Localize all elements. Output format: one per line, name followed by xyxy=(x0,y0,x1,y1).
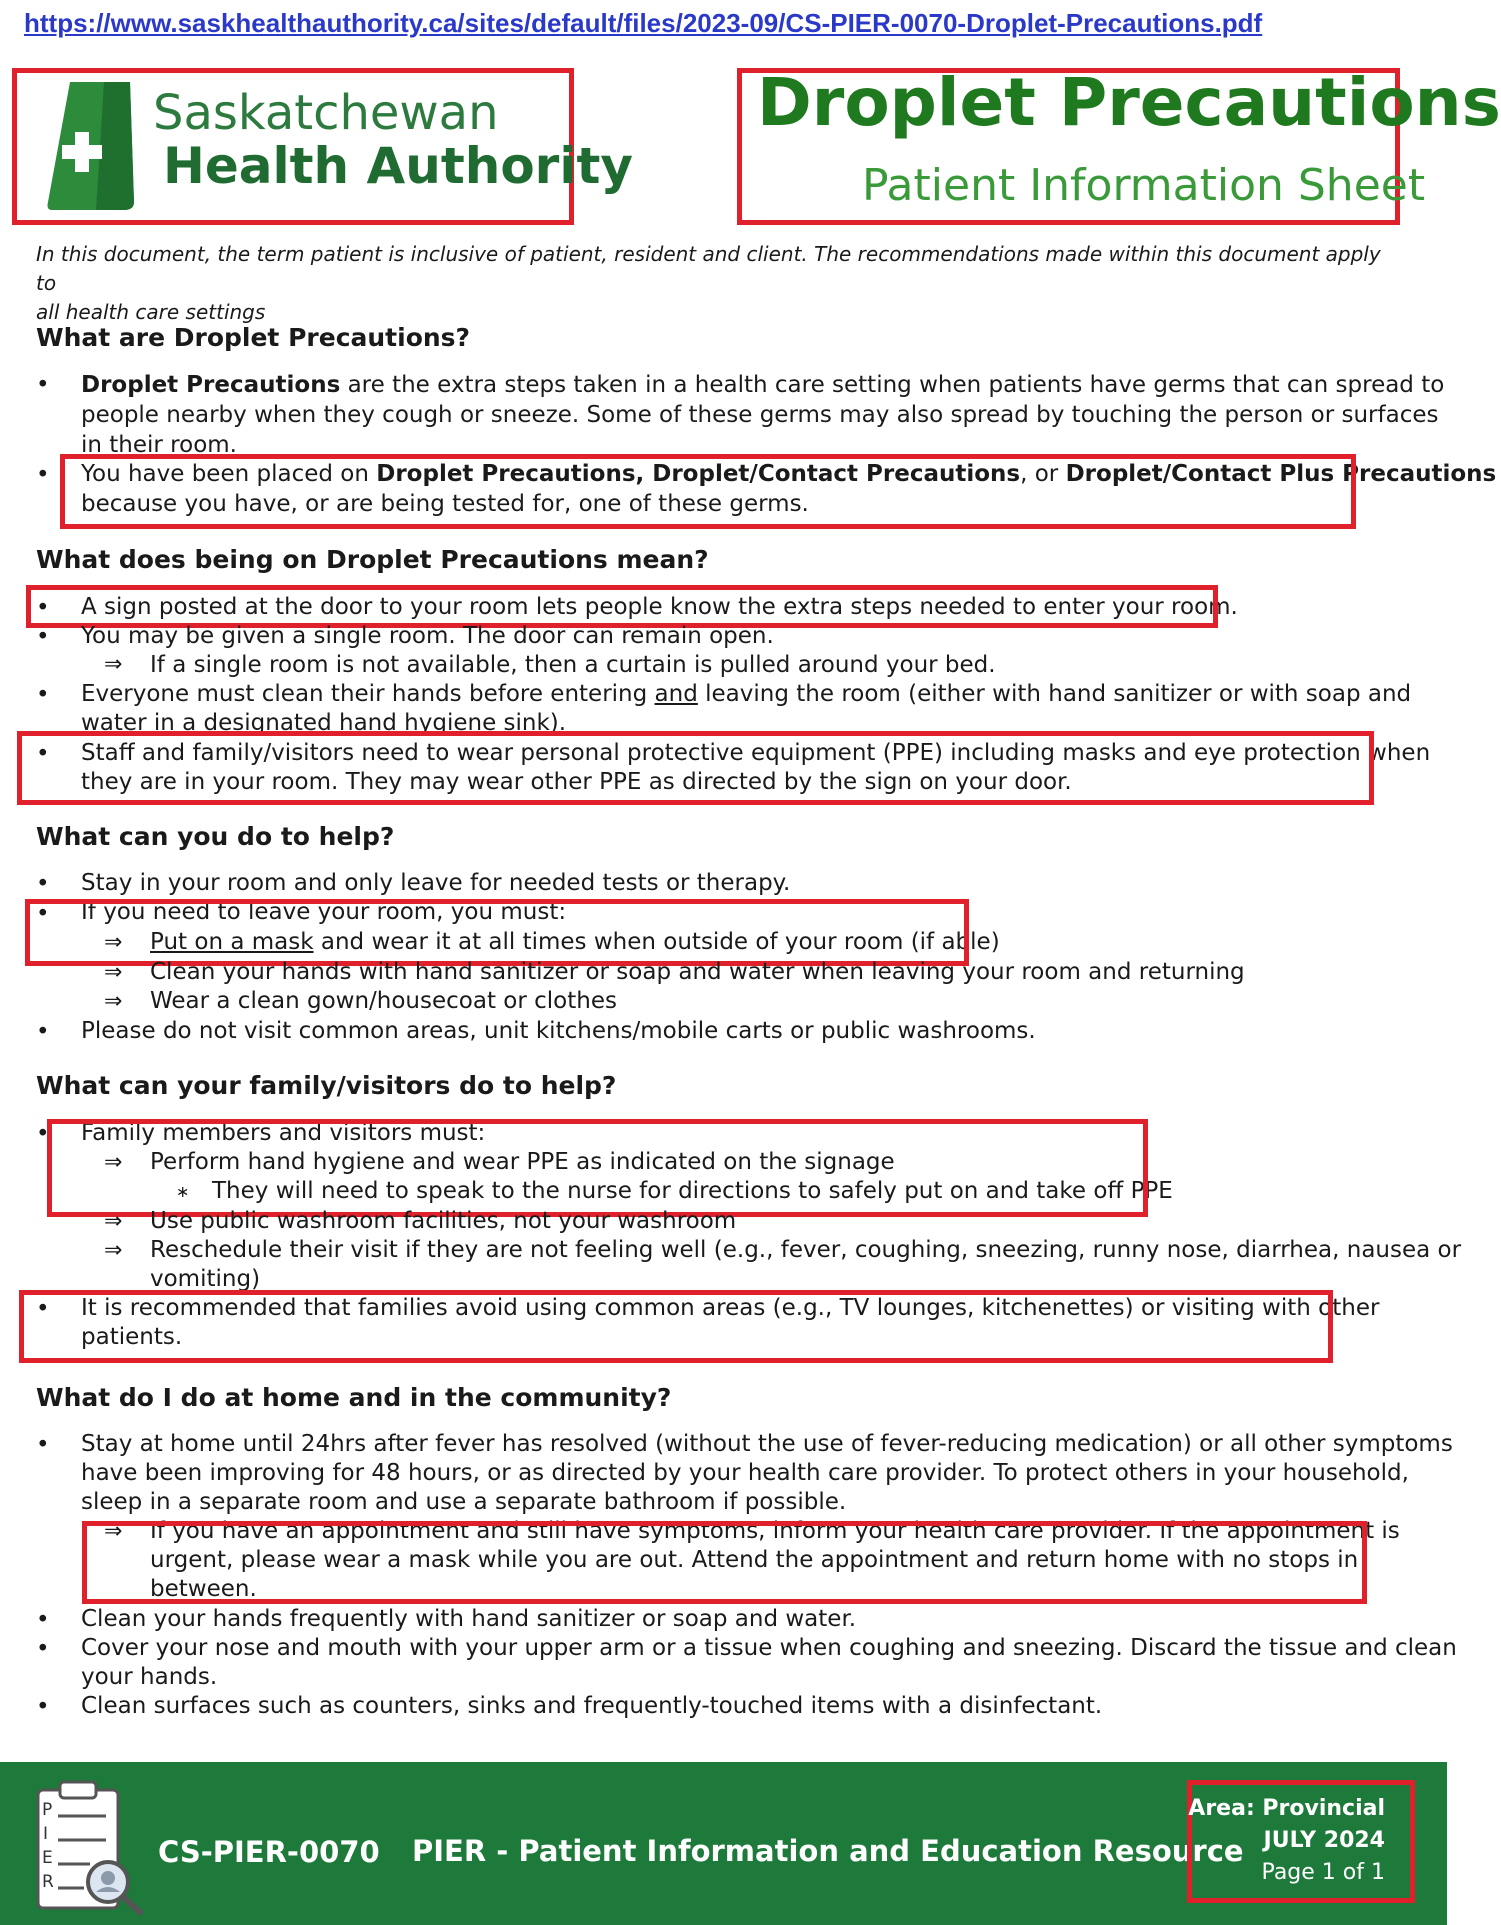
logo-text-saskatchewan: Saskatchewan xyxy=(153,85,499,141)
bullet-glyph: • xyxy=(36,595,50,621)
section-heading-family-visitors: What can your family/visitors do to help? xyxy=(36,1071,617,1100)
page-subtitle: Patient Information Sheet xyxy=(862,160,1426,211)
pier-letter: I xyxy=(43,1824,49,1844)
pier-letter: E xyxy=(42,1848,53,1868)
s5-bullet-1-line-3: sleep in a separate room and use a separate bathroom if possible. xyxy=(81,1489,847,1515)
sha-logo-icon xyxy=(44,80,136,216)
s1-b2-c: , or xyxy=(1020,461,1066,487)
arrow-glyph: ⇒ xyxy=(104,1519,123,1544)
s3-sub-2: Clean your hands with hand sanitizer or soap and water when leaving your room and returning xyxy=(150,959,1245,985)
s2-b3-underlined: and xyxy=(654,681,698,707)
s3-bullet-1: Stay in your room and only leave for needed tests or therapy. xyxy=(81,870,791,896)
s4-bullet-2-line-1: It is recommended that families avoid using common areas (e.g., TV lounges, kitchenettes) or visiting with other xyxy=(81,1295,1380,1321)
footer-page-number: Page 1 of 1 xyxy=(1261,1860,1385,1885)
bullet-glyph: • xyxy=(36,741,50,767)
s2-b3-a: Everyone must clean their hands before entering xyxy=(81,681,655,707)
bullet-glyph: • xyxy=(36,1694,50,1720)
footer-bar xyxy=(0,1762,1447,1925)
arrow-glyph: ⇒ xyxy=(104,930,123,955)
s5-bullet-4: Clean surfaces such as counters, sinks and frequently-touched items with a disinfectant. xyxy=(81,1693,1103,1719)
footer-date: JULY 2024 xyxy=(1263,1828,1385,1853)
s2-bullet-3-line-2: water in a designated hand hygiene sink). xyxy=(81,710,567,736)
star-glyph: ∗ xyxy=(176,1182,190,1201)
footer-resource-title: PIER - Patient Information and Education Resource xyxy=(412,1834,1244,1868)
bullet-glyph: • xyxy=(36,624,50,650)
bullet-glyph: • xyxy=(36,372,50,398)
s3-sub-3: Wear a clean gown/housecoat or clothes xyxy=(150,988,617,1014)
s3-sub-1 xyxy=(150,928,1000,957)
s5-bullet-3-line-2: your hands. xyxy=(81,1664,218,1690)
arrow-glyph: ⇒ xyxy=(104,1209,123,1234)
s5-bullet-1-line-2: have been improving for 48 hours, or as directed by your health care provider. To protect others in your household, xyxy=(81,1460,1409,1486)
pier-clipboard-icon xyxy=(30,1780,158,1920)
intro-line-1: In this document, the term patient is inclusive of patient, resident and client. The recommendations made within this document apply to xyxy=(36,242,1381,295)
s3-bullet-3: Please do not visit common areas, unit kitchens/mobile carts or public washrooms. xyxy=(81,1018,1036,1044)
section-heading-what-does: What does being on Droplet Precautions mean? xyxy=(36,545,709,574)
bullet-glyph: • xyxy=(36,1432,50,1458)
arrow-glyph: ⇒ xyxy=(104,1150,123,1175)
bullet-glyph: • xyxy=(36,1296,50,1322)
s5-bullet-2: Clean your hands frequently with hand sanitizer or soap and water. xyxy=(81,1606,857,1632)
intro-line-2: all health care settings xyxy=(36,300,266,324)
s3-sub1-underlined: Put on a mask xyxy=(150,929,314,955)
bullet-glyph: • xyxy=(36,871,50,897)
s5-bullet-1-line-1: Stay at home until 24hrs after fever has resolved (without the use of fever-reducing medication) or all other symptoms xyxy=(81,1431,1453,1457)
s2-bullet-2: You may be given a single room. The door can remain open. xyxy=(81,623,774,649)
s4-sub-2: Use public washroom facilities, not your washroom xyxy=(150,1208,737,1234)
arrow-glyph: ⇒ xyxy=(104,1238,123,1263)
s1-b2-b: Droplet Precautions, Droplet/Contact Precautions xyxy=(376,461,1021,487)
s4-sub-1: Perform hand hygiene and wear PPE as indicated on the signage xyxy=(150,1149,895,1175)
arrow-glyph: ⇒ xyxy=(104,989,123,1014)
bullet-glyph: • xyxy=(36,1607,50,1633)
s2-bullet-1: A sign posted at the door to your room lets people know the extra steps needed to enter your room. xyxy=(81,594,1238,620)
bullet-glyph: • xyxy=(36,901,50,927)
arrow-glyph: ⇒ xyxy=(104,960,123,985)
bullet-glyph: • xyxy=(36,1019,50,1045)
s5-bullet-3-line-1: Cover your nose and mouth with your upper arm or a tissue when coughing and sneezing. Discard the tissue and clean xyxy=(81,1635,1457,1661)
s2-bullet-3-line-1 xyxy=(81,680,1411,709)
s5-sub-1-line-1: If you have an appointment and still have symptoms, inform your health care provider. If the appointment is xyxy=(150,1518,1400,1544)
bullet-glyph: • xyxy=(36,462,50,488)
bullet-glyph: • xyxy=(36,1121,50,1147)
s4-sub-3-line-1: Reschedule their visit if they are not feeling well (e.g., fever, coughing, sneezing, runny nose, diarrhea, nausea or xyxy=(150,1237,1462,1263)
source-url-link[interactable]: https://www.saskhealthauthority.ca/sites/default/files/2023-09/CS-PIER-0070-Droplet-Precautions.pdf xyxy=(24,8,1263,38)
intro-note xyxy=(36,240,1406,327)
s2-b3-b: leaving the room (either with hand sanitizer or with soap and xyxy=(697,681,1412,707)
s1-bullet-2-line-1 xyxy=(81,460,1496,489)
s4-subsub-1: They will need to speak to the nurse for directions to safely put on and take off PPE xyxy=(212,1178,1173,1204)
s5-sub-1-line-2: urgent, please wear a mask while you are out. Attend the appointment and return home with no stops in xyxy=(150,1547,1359,1573)
s1-b2-a: You have been placed on xyxy=(81,461,377,487)
section-heading-what-can-you: What can you do to help? xyxy=(36,822,395,851)
logo-text-health-authority: Health Authority xyxy=(163,137,633,195)
page-title: Droplet Precautions xyxy=(757,64,1501,141)
s1-b1-bold: Droplet Precautions xyxy=(81,372,341,398)
s2-bullet-4-line-2: they are in your room. They may wear other PPE as directed by the sign on your door. xyxy=(81,769,1072,795)
s3-bullet-2: If you need to leave your room, you must: xyxy=(81,899,567,925)
s1-bullet-1-line-2: people nearby when they cough or sneeze. Some of these germs may also spread by touching the person or surfaces xyxy=(81,402,1439,428)
s2-bullet-2-sub: If a single room is not available, then a curtain is pulled around your bed. xyxy=(150,652,996,678)
pier-letter: P xyxy=(42,1800,53,1820)
s1-bullet-1-line-1 xyxy=(81,371,1444,400)
s1-bullet-2-line-2: because you have, or are being tested for, one of these germs. xyxy=(81,491,809,517)
section-heading-at-home: What do I do at home and in the community? xyxy=(36,1383,672,1412)
section-heading-what-are: What are Droplet Precautions? xyxy=(36,323,471,352)
s5-sub-1-line-3: between. xyxy=(150,1576,257,1602)
arrow-glyph: ⇒ xyxy=(104,652,123,677)
s1-bullet-1-line-3: in their room. xyxy=(81,432,237,458)
s1-b2-d: Droplet/Contact Plus Precautions xyxy=(1065,461,1497,487)
s4-bullet-2-line-2: patients. xyxy=(81,1324,183,1350)
s3-sub1-rest: and wear it at all times when outside of your room (if able) xyxy=(313,929,1000,955)
s1-b1-rest: are the extra steps taken in a health care setting when patients have germs that can spread to xyxy=(340,372,1445,398)
s4-bullet-1: Family members and visitors must: xyxy=(81,1120,486,1146)
pier-letter: R xyxy=(42,1872,54,1892)
bullet-glyph: • xyxy=(36,1636,50,1662)
s2-bullet-4-line-1: Staff and family/visitors need to wear personal protective equipment (PPE) including masks and eye protection when xyxy=(81,740,1431,766)
bullet-glyph: • xyxy=(36,682,50,708)
footer-area: Area: Provincial xyxy=(1188,1796,1385,1821)
s4-sub-3-line-2: vomiting) xyxy=(150,1266,261,1292)
footer-document-code: CS-PIER-0070 xyxy=(158,1835,380,1869)
